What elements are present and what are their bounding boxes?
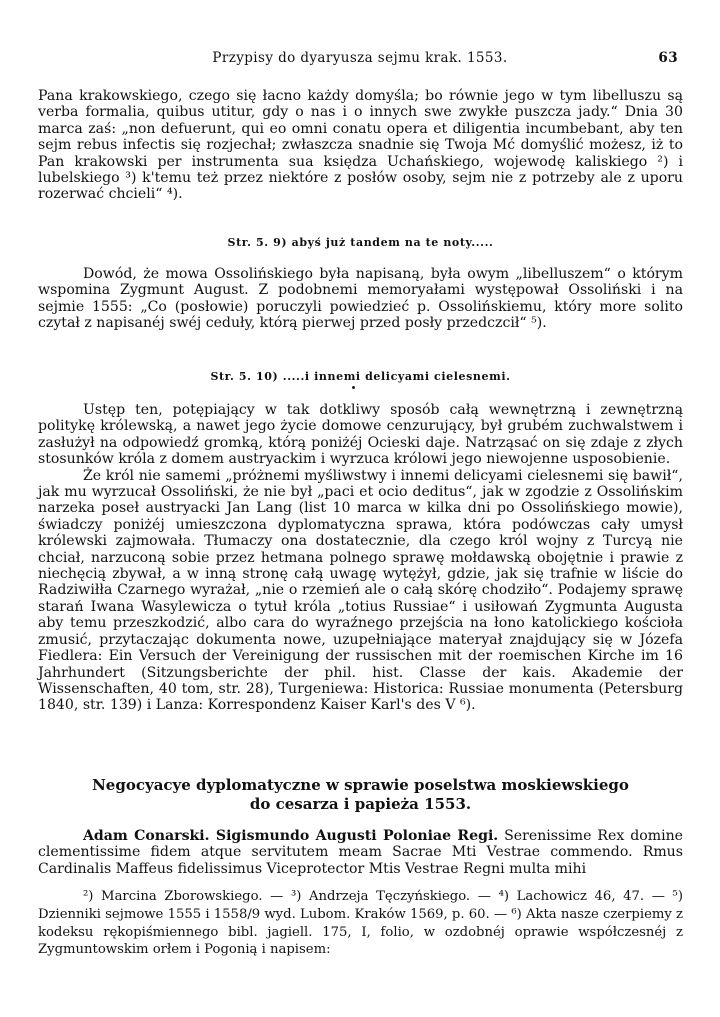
paragraph-4: Że król nie samemi „próżnemi myśliwstwy i innemi delicyami cielesnemi się bawił“, jak mu wyrzucał Ossoliński, że nie był „paci et ocio deditus“, jak w zgodzie z Ossolińskim narzeka poseł austryacki Jan Lang (list 10 marca w kilka dni po Ossolińskiego mowie), świadczy poniżéj umieszczona dyplomatyczna sprawa, która podówczas cały umysł królewski zajmowała. Tłumaczy ona dostatecznie, dla czego król wojny z Turcyą nie chciał, narzuconą sobie przez hetmana polnego sprawę mołdawską obojętnie i prawie z niechęcią zbywał, a w inną stronę całą uwagę wytężył, gdzie, jak się trafnie w liście do Radziwiłła Czarnego wyrażał, „nie o rzemień ale o całą skórę chodziło“. Podajemy sprawę starań Iwana Wasylewicza o tytuł króla „totius Russiae“ i usiłowań Zygmunta Augusta aby temu przeszkodzić, albo cara do wyraźnego przejścia na łono katolickiego kościoła zmusić, przytaczając dokumenta nowe, uzupełniające materyał znajdujący się w Józefa Fiedlera: Ein Versuch der Vereinigung der russischen mit der roemischen Kirche im 16 Jahrhundert (Sitzungsberichte der phil. hist. Classe der kais. Akademie der Wissenschaften, 40 tom, str. 28), Turgeniewa: Historica: Russiae monumenta (Petersburg 1840, str. 139) i Lanza: Korrespondenz Kaiser Karl's des V ⁶).: [38, 467, 683, 714]
footnotes: [38, 888, 683, 959]
page-number: 63: [658, 50, 678, 66]
paragraph-2: Dowód, że mowa Ossolińskiego była napisaną, była owym „libelluszem“ o którym wspomina Zygmunt August. Z podobnemi memoryałami występował Ossoliński i na sejmie 1555: „Co (posłowie) poruczyli powiedzieć p. Ossolińskiemu, który more solito czytał z napisanéj swéj ceduły, którą pierwej przed posły przedczcił“ ⁵).: [38, 266, 683, 332]
letter-text: Serenissime Rex domine clementissime fidem atque servitutem meam Sacrae Mti Vestrae commendo. Rmus Cardinalis Maffeus fidelissimus Viceprotector Mtis Vestrae Regni multa mihi: [38, 828, 684, 877]
chapter-heading-line-1: Negocyacye dyplomatyczne w sprawie poselstwa moskiewskiego: [92, 776, 629, 794]
letter-block: [38, 828, 683, 877]
running-title: Przypisy do dyaryusza sejmu krak. 1553.: [212, 50, 508, 66]
letter-opening: Adam Conarski. Sigismundo Augusti Poloniae Regi.: [83, 828, 499, 844]
footnote-text: ²) Marcina Zborowskiego. — ³) Andrzeja Tęczyńskiego. — ⁴) Lachowicz 46, 47. — ⁵) Dzienniki sejmowe 1555 i 1558/9 wyd. Lubom. Kraków 1569, p. 60. — ⁶) Akta nasze czerpiemy z kodeksu rękopiśmiennego bibl. jagiell. 175, I, folio, w ozdobnéj oprawie współczesnéj z Zygmuntowskim orłem i Pogonią i napisem:: [38, 889, 683, 958]
running-header: [40, 50, 680, 66]
paragraph-1: Pana krakowskiego, czego się łacno każdy domyśla; bo równie jego w tym libelluszu są verba formalia, quibus utitur, gdy o nas i o innych swe zwykłe puszcza jady.“ Dnia 30 marca zaś: „non defuerunt, qui eo omni conatu opera et diligentia incumbebant, aby ten sejm rebus infectis się rozjechał; zwłaszcza snadnie się Twoja Mć domyślić możesz, iż to Pan krakowski per instrumenta sua księdza Uchańskiego, wojewodę kaliskiego ²) i lubelskiego ³) k'temu też przez niektóre z posłów osoby, sejm nie z potrzeby ale z uporu rozerwać chcieli“ ⁴).: [38, 88, 683, 203]
letter-paragraph: [38, 828, 683, 877]
paragraph-block-2: [38, 266, 683, 332]
paragraph-3: Ustęp ten, potępiający w tak dotkliwy sposób całą wewnętrzną i zewnętrzną politykę królewską, a nawet jego życie domowe cenzurujący, był grubém zuchwalstwem i zasłużył na odpowiedź gromką, którą poniżéj Ocieski daje. Natrząsać on się zdaje z złych stosunków króla z domem austryackim i wyrzuca królowi jego niewojenne usposobienie.: [38, 402, 683, 468]
chapter-heading: [38, 776, 683, 814]
paragraph-continuation: [38, 88, 683, 203]
paragraph-block-3: [38, 402, 683, 714]
chapter-heading-line-2: do cesarza i papieża 1553.: [249, 795, 472, 813]
ornament-dot: [352, 386, 355, 389]
section-heading-str5-note9: Str. 5. 9) abyś już tandem na te noty.....: [227, 236, 494, 249]
section-heading-str5-note10: Str. 5. 10) .....i innemi delicyami cielesnemi.: [210, 370, 511, 383]
